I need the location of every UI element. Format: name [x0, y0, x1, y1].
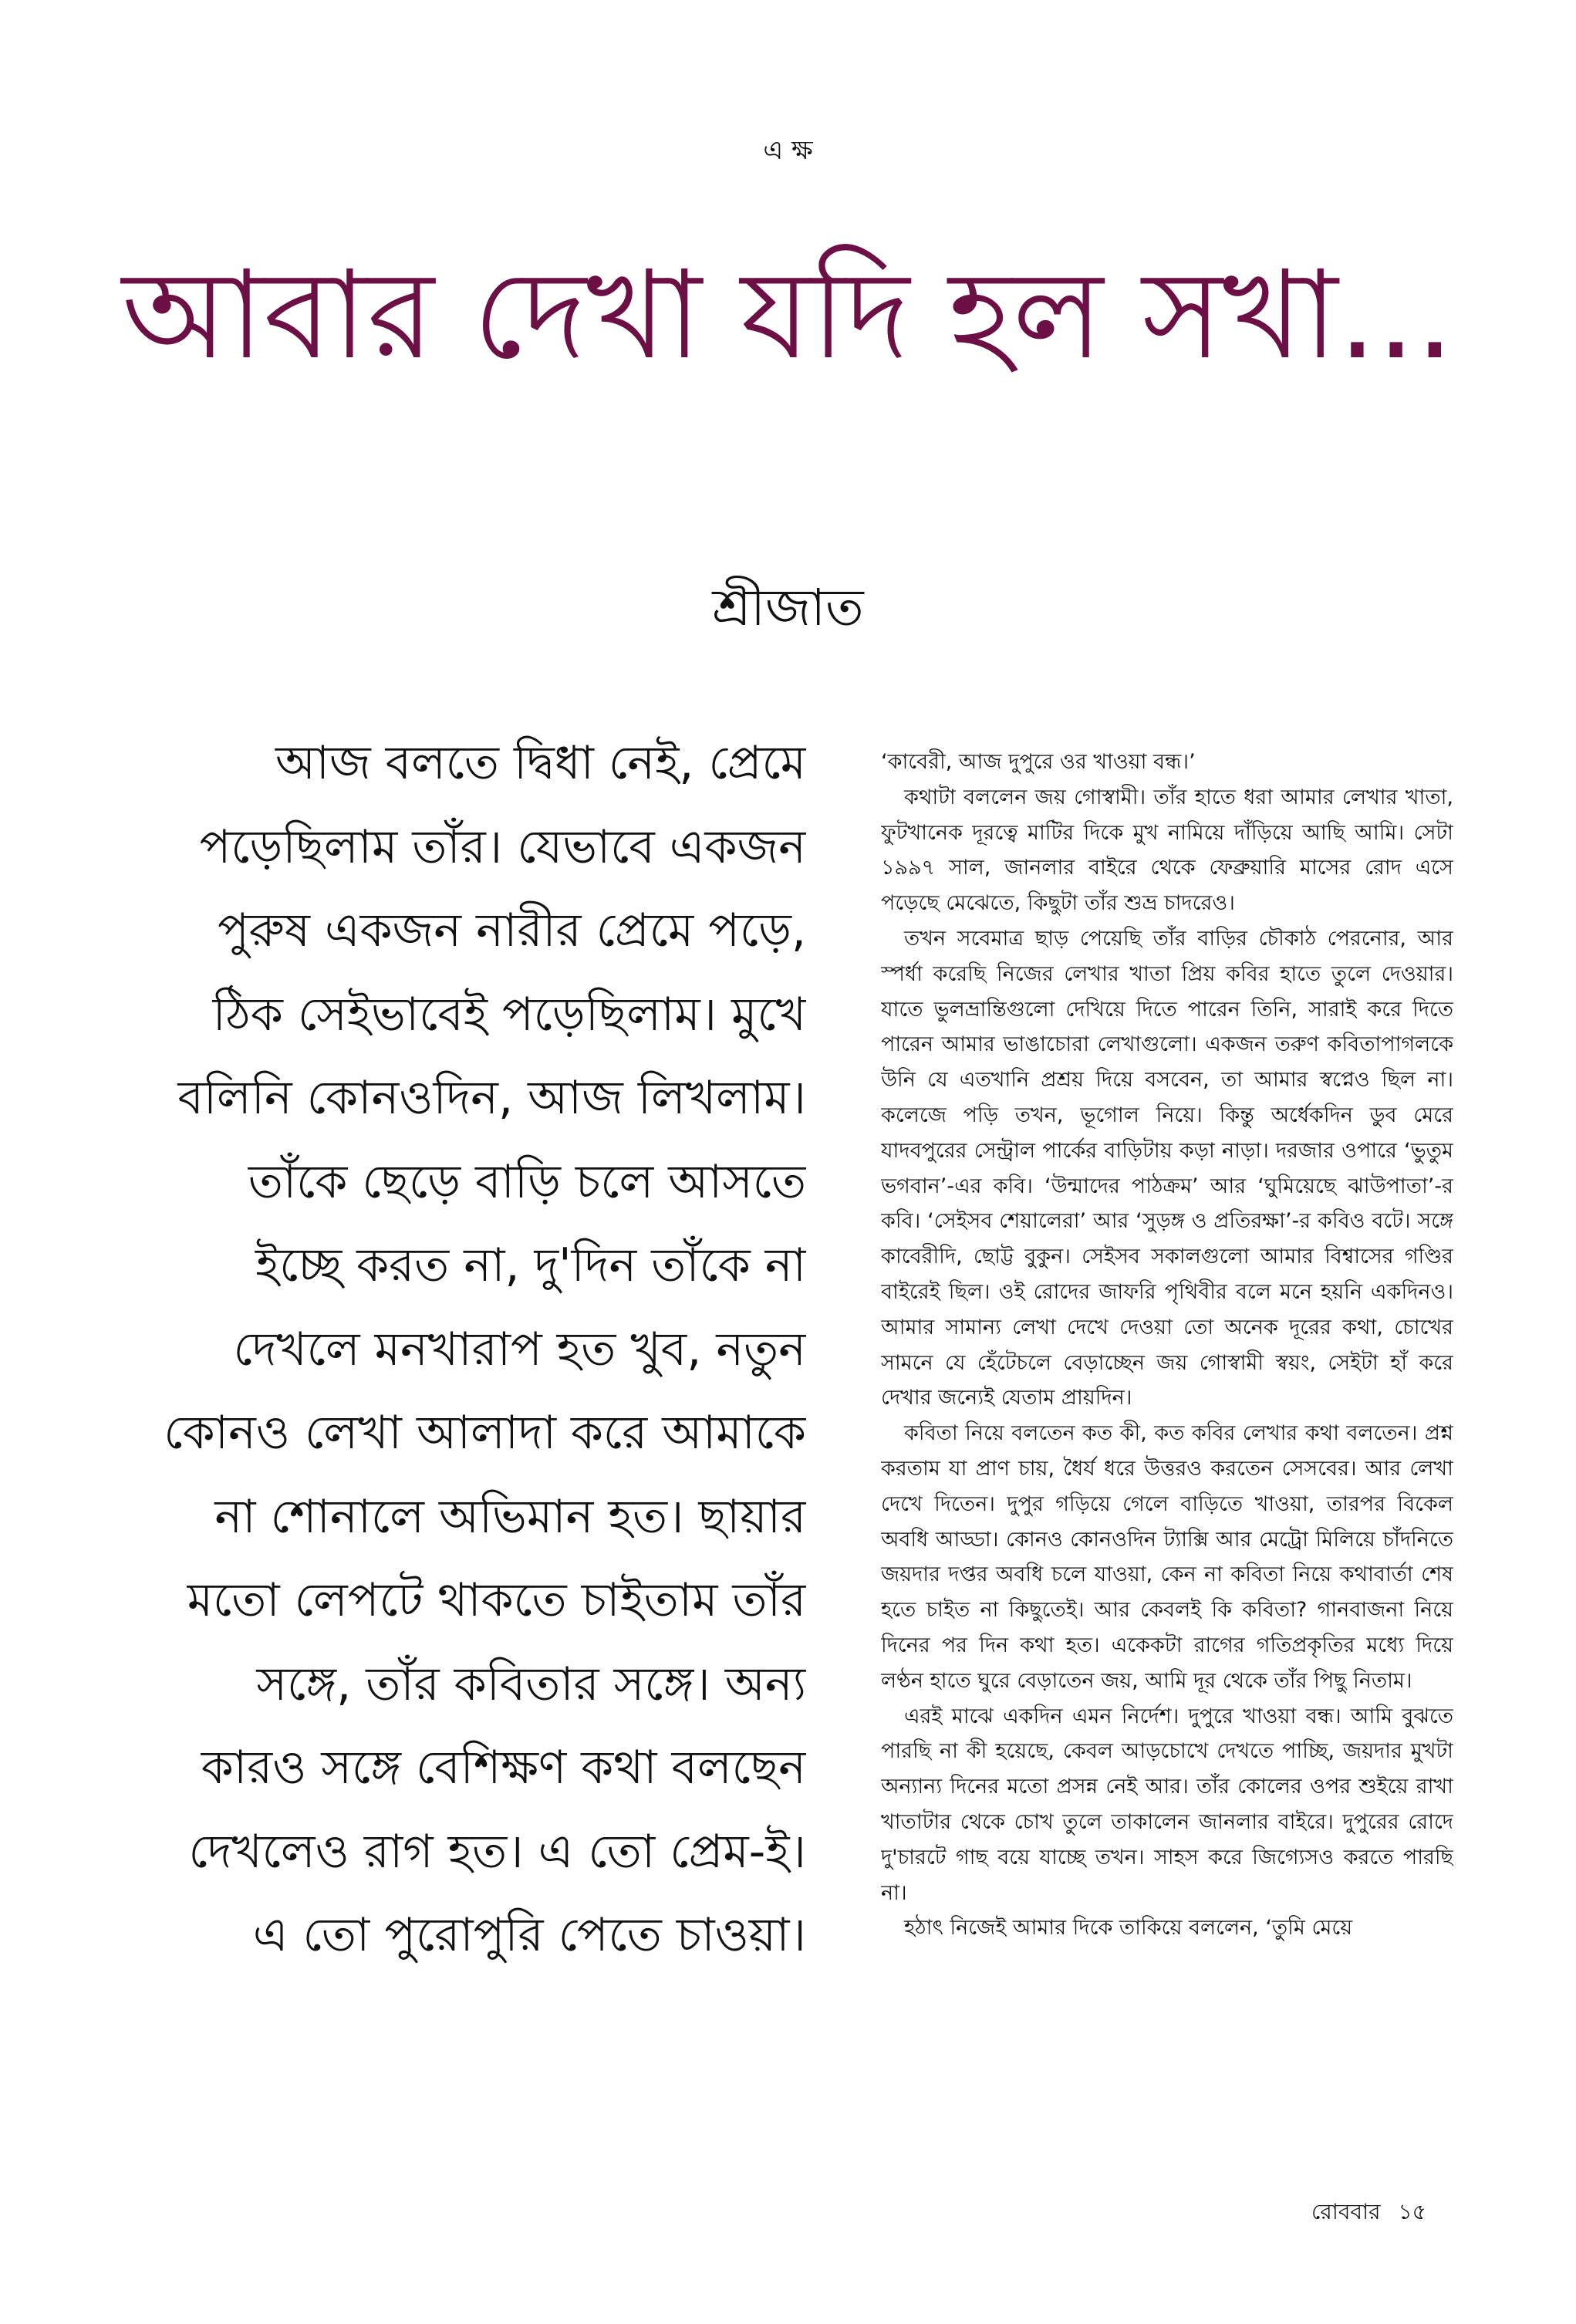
- author-name: শ্রীজাত: [712, 578, 864, 637]
- body-paragraph: কথাটা বললেন জয় গোস্বামী। তাঁর হাতে ধরা আমার লেখার খাতা, ফুটখানেক দূরত্বে মাটির দিকে মুখ নামিয়ে দাঁড়িয়ে আছি আমি। সেটা ১৯৯৭ সাল, জানলার বাইরে থেকে ফেব্রুয়ারি মাসের রোদ এসে পড়েছে মেঝেতে, কিছুটা তাঁর শুভ্র চাদরেও।: [881, 785, 1453, 916]
- body-paragraph: হঠাৎ নিজেই আমার দিকে তাকিয়ে বললেন, ‘তুমি মেয়ে: [904, 1916, 1353, 1941]
- page-number: ১৫: [1398, 2199, 1426, 2224]
- pull-quote: আজ বলতে দ্বিধা নেই, প্রেমে পড়েছিলাম তাঁর। যেভাবে একজন পুরুষ একজন নারীর প্রেমে পড়ে, ঠিক সেইভাবেই পড়েছিলাম। মুখে বলিনি কোনওদিন, আজ লিখলাম। তাঁকে ছেড়ে বাড়ি চলে আসতে ইচ্ছে করত না, দু'দিন তাঁকে না দেখলে মনখারাপ হত খুব, নতুন কোনও লেখা আলাদা করে আমাকে না শোনালে অভিমান হত। ছায়ার মতো লেপটে থাকতে চাইতাম তাঁর সঙ্গে, তাঁর কবিতার সঙ্গে। অন্য কারও সঙ্গে বেশিক্ষণ কথা বলছেন দেখলেও রাগ হত। এ তো প্রেম-ই। এ তো পুরোপুরি পেতে চাওয়া।: [164, 736, 806, 1962]
- article-title: আবার দেখা যদি হল সখা...: [121, 245, 1455, 387]
- body-paragraph: তখন সবেমাত্র ছাড় পেয়েছি তাঁর বাড়ির চৌকাঠ পেরনোর, আর স্পর্ধা করেছি নিজের লেখার খাতা প্রিয় কবির হাতে তুলে দেওয়ার। যাতে ভুলভ্রান্তিগুলো দেখিয়ে দিতে পারেন তিনি, সারাই করে দিতে পারেন আমার ভাঙাচোরা লেখাগুলো। একজন তরুণ কবিতাপাগলকে উনি যে এতখানি প্রশ্রয় দিয়ে বসবেন, তা আমার স্বপ্নেও ছিল না। কলেজে পড়ি তখন, ভূগোল নিয়ে। কিন্তু অর্ধেকদিন ডুব মেরে যাদবপুরের সেন্ট্রাল পার্কের বাড়িটায় কড়া নাড়া। দরজার ওপারে ‘ভুতুম ভগবান’-এর কবি। ‘উন্মাদের পাঠক্রম’ আর ‘ঘুমিয়েছে ঝাউপাতা’-র কবি। ‘সেইসব শেয়ালেরা’ আর ‘সুড়ঙ্গ ও প্রতিরক্ষা’-র কবিও বটে। সঙ্গে কাবেরীদি, ছোট্ট বুকুন। সেইসব সকালগুলো আমার বিশ্বাসের গণ্ডির বাইরেই ছিল। ওই রোদের জাফরি পৃথিবীর বলে মনে হয়নি একদিনও। আমার সামান্য লেখা দেখে দেওয়া তো অনেক দূরের কথা, চোখের সামনে যে হেঁটেচলে বেড়াচ্ছেন জয় গোস্বামী স্বয়ং, সেইটা হাঁ করে দেখার জন্যেই যেতাম প্রায়দিন।: [881, 926, 1453, 1410]
- body-paragraph: কবিতা নিয়ে বলতেন কত কী, কত কবির লেখার কথা বলতেন। প্রশ্ন করতাম যা প্রাণ চায়, ধৈর্য ধরে উত্তরও করতেন সেসবের। আর লেখা দেখে দিতেন। দুপুর গড়িয়ে গেলে বাড়িতে খাওয়া, তারপর বিকেল অবধি আড্ডা। কোনও কোনওদিন ট্যাক্সি আর মেট্রো মিলিয়ে চাঁদনিতে জয়দার দপ্তর অবধি চলে যাওয়া, কেন না কবিতা নিয়ে কথাবার্তা শেষ হতে চাইত না কিছুতেই। আর কেবলই কি কবিতা? গানবাজনা নিয়ে দিনের পর দিন কথা হত। একেকটা রাগের গতিপ্রকৃতির মধ্যে দিয়ে লণ্ঠন হাতে ঘুরে বেড়াতেন জয়, আমি দূর থেকে তাঁর পিছু নিতাম।: [881, 1421, 1453, 1693]
- body-paragraph: ‘কাবেরী, আজ দুপুরে ওর খাওয়া বন্ধ।’: [881, 750, 1196, 774]
- section-label: এ ক্ষ: [763, 135, 813, 166]
- article-body: [881, 745, 1453, 2172]
- page-footer: [1311, 2201, 1426, 2223]
- magazine-name: রোববার: [1311, 2199, 1381, 2224]
- body-paragraph: এরই মাঝে একদিন এমন নির্দেশ। দুপুরে খাওয়া বন্ধ। আমি বুঝতে পারছি না কী হয়েছে, কেবল আড়চোখে দেখতে পাচ্ছি, জয়দার মুখটা অন্যান্য দিনের মতো প্রসন্ন নেই আর। তাঁর কোলের ওপর শুইয়ে রাখা খাতাটার থেকে চোখ তুলে তাকালেন জানলার বাইরে। দুপুরের রোদে দু'চারটে গাছ বয়ে যাচ্ছে তখন। সাহস করে জিগ্যেসও করতে পারছি না।: [881, 1704, 1453, 1905]
